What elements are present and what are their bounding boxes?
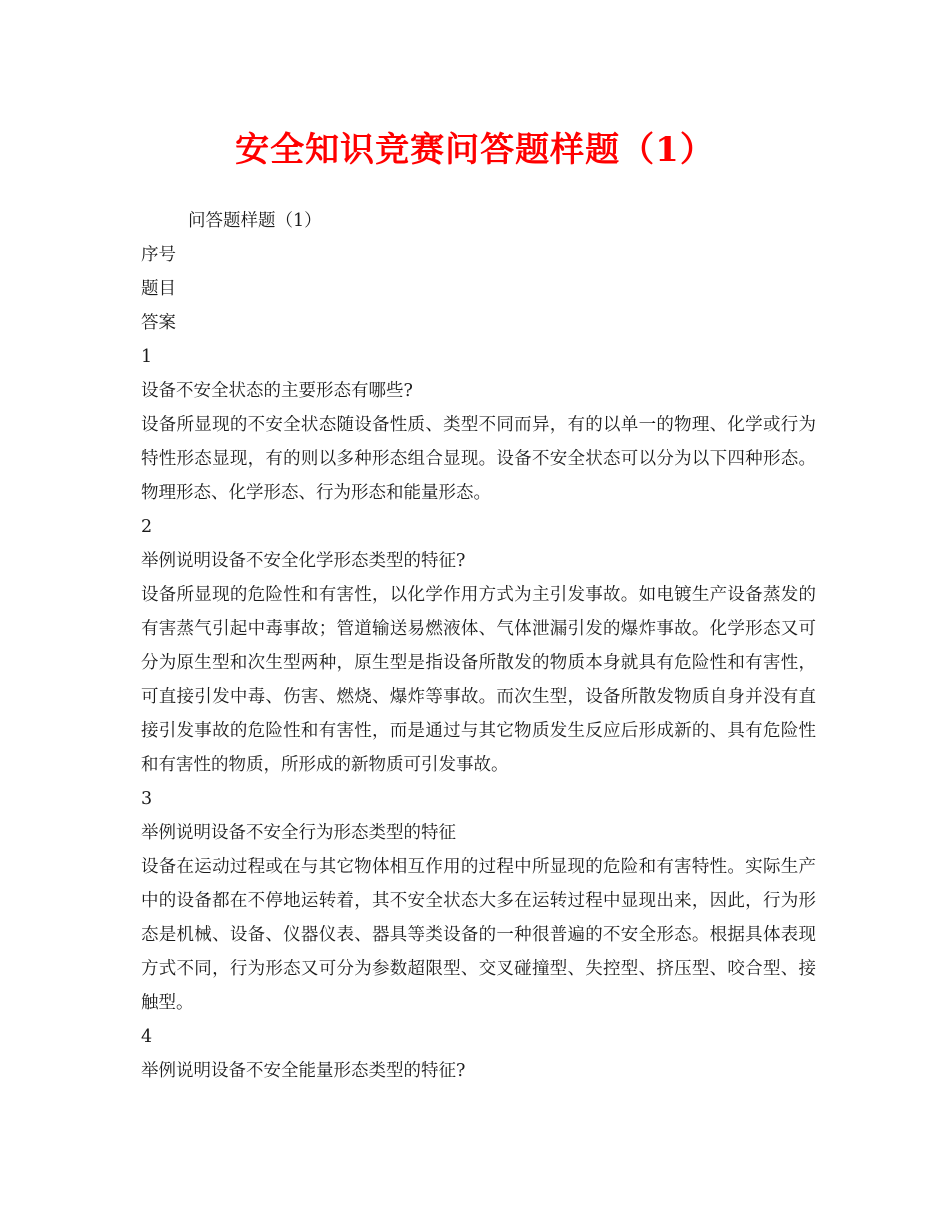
item-question: 设备不安全状态的主要形态有哪些? [141,381,413,401]
header-question: 题目 [141,279,176,299]
item-number: 3 [141,789,153,809]
item-number: 2 [141,517,153,537]
item-answer: 设备所显现的危险性和有害性，以化学作用方式为主引发事故。如电镀生产设备蒸发的有害蒸气引起中毒事故；管道输送易燃液体、气体泄漏引发的爆炸事故。化学形态又可分为原生型和次生型两种，原生型是指设备所散发的物质本身就具有危险性和有害性，可直接引发中毒、伤害、燃烧、爆炸等事故。而次生型，设备所散发物质自身并没有直接引发事故的危险性和有害性，而是通过与其它物质发生反应后形成新的、具有危险性和有害性的物质，所形成的新物质可引发事故。 [141,585,816,775]
item-question: 举例说明设备不安全能量形态类型的特征? [141,1061,466,1081]
subtitle: 问答题样题（1） [188,211,322,231]
document-body [141,204,816,1088]
item-number: 1 [141,347,153,367]
header-answer: 答案 [141,313,176,333]
header-number: 序号 [141,245,176,265]
item-question: 举例说明设备不安全行为形态类型的特征 [141,823,456,843]
item-number: 4 [141,1027,153,1047]
item-answer: 设备所显现的不安全状态随设备性质、类型不同而异，有的以单一的物理、化学或行为特性形态显现，有的则以多种形态组合显现。设备不安全状态可以分为以下四种形态。物理形态、化学形态、行为形态和能量形态。 [141,415,816,503]
item-answer: 设备在运动过程或在与其它物体相互作用的过程中所显现的危险和有害特性。实际生产中的设备都在不停地运转着，其不安全状态大多在运转过程中显现出来，因此，行为形态是机械、设备、仪器仪表、器具等类设备的一种很普遍的不安全形态。根据具体表现方式不同，行为形态又可分为参数超限型、交叉碰撞型、失控型、挤压型、咬合型、接触型。 [141,857,816,1013]
item-question: 举例说明设备不安全化学形态类型的特征? [141,551,466,571]
document-title: 安全知识竞赛问答题样题（1） [235,130,715,170]
